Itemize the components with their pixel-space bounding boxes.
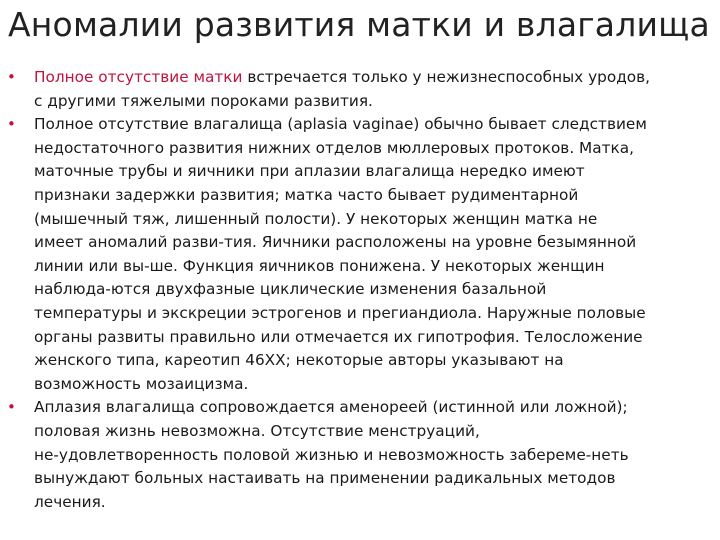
bullet-marker: • bbox=[7, 68, 16, 86]
bullet-marker: • bbox=[7, 115, 16, 134]
text-line: недостаточного развития нижних отделов мюллеровых протоков. Матка, bbox=[34, 138, 635, 157]
text-line: Полное отсутствие влагалища (aplasia vaginae) обычно бывает следствием bbox=[34, 115, 647, 134]
bullet-marker: • bbox=[7, 398, 16, 417]
bullet-list bbox=[7, 66, 712, 514]
text-line: наблюда-ются двухфазные циклические изменения базальной bbox=[34, 280, 547, 299]
text-line: признаки задержки развития; матка часто бывает рудиментарной bbox=[34, 185, 579, 204]
highlighted-phrase: Полное отсутствие матки bbox=[34, 68, 243, 86]
text-span: встречается только у нежизнеспособных уродов, bbox=[242, 68, 651, 86]
text-line: (мышечный тяж, лишенный полости). У некоторых женщин матка не bbox=[34, 209, 598, 228]
text-line: с другими тяжелыми пороками развития. bbox=[34, 91, 373, 110]
text-line: линии или вы-ше. Функция яичников понижена. У некоторых женщин bbox=[34, 256, 605, 275]
text-line: не-удовлетворенность половой жизнью и невозможность забереме-неть bbox=[34, 445, 629, 464]
text-line: половая жизнь невозможна. Отсутствие менструаций, bbox=[34, 421, 480, 440]
slide-title: Аномалии развития матки и влагалища bbox=[8, 5, 710, 44]
text-line: Аплазия влагалища сопровождается аменореей (истинной или ложной); bbox=[34, 398, 628, 417]
text-line bbox=[34, 66, 712, 90]
text-line: органы развиты правильно или отмечается их гипотрофия. Телосложение bbox=[34, 327, 643, 346]
bullet-item bbox=[7, 66, 712, 113]
text-line: температуры и экскреции эстрогенов и прегиандиола. Наружные половые bbox=[34, 303, 646, 322]
text-line: имеет аномалий разви-тия. Яичники расположены на уровне безымянной bbox=[34, 233, 637, 252]
text-line: женского типа, кареотип 46XX; некоторые авторы указывают на bbox=[34, 351, 564, 370]
text-line: вынуждают больных настаивать на применении радикальных методов bbox=[34, 469, 616, 488]
text-line: возможность мозаицизма. bbox=[34, 374, 249, 393]
bullet-item bbox=[7, 113, 712, 396]
bullet-item bbox=[7, 396, 712, 514]
text-line: маточные трубы и яичники при аплазии влагалища нередко имеют bbox=[34, 162, 585, 181]
text-line: лечения. bbox=[34, 492, 106, 511]
